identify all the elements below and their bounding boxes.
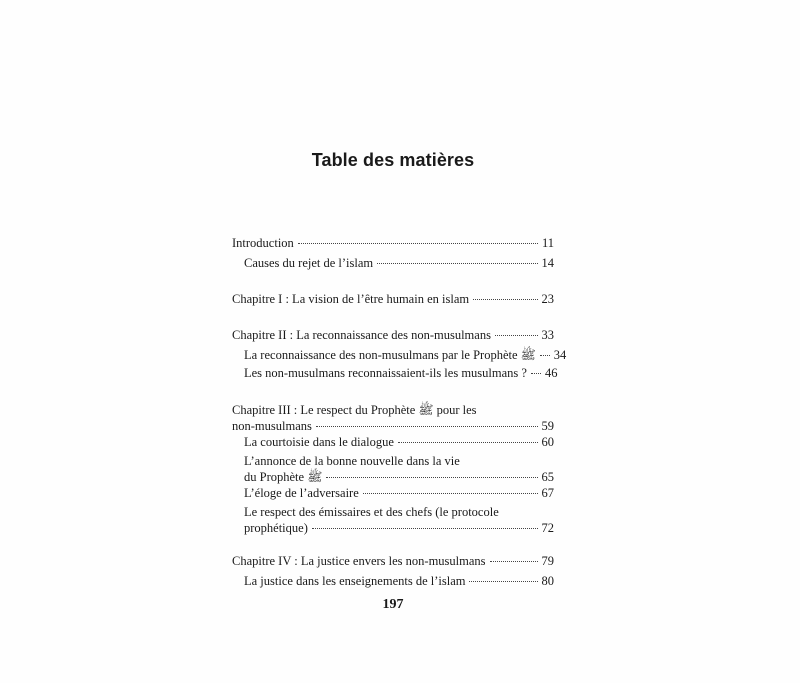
page-number: 197 — [382, 597, 404, 612]
toc-entry-label-line1: Chapitre III : Le respect du Prophète ﷺ pour les — [232, 403, 477, 417]
dot-leader — [363, 493, 538, 494]
dot-leader — [469, 581, 537, 582]
toc-entry-chapitre-4 — [232, 553, 554, 569]
toc-entry-page: 33 — [541, 328, 554, 342]
toc-entry-page: 65 — [541, 470, 554, 484]
dot-leader — [473, 299, 537, 300]
toc-entry-chapitre-2 — [232, 327, 554, 343]
dot-leader — [398, 442, 538, 443]
toc-entry-respect-emissaires — [244, 504, 554, 536]
page-title: Table des matières — [311, 150, 475, 170]
toc-entry-page: 11 — [541, 236, 554, 250]
toc-entry-eloge — [244, 485, 554, 501]
dot-leader — [298, 243, 538, 244]
dot-leader — [540, 355, 550, 356]
toc-entry-chapitre-3 — [232, 402, 554, 434]
toc-entry-label: Chapitre IV : La justice envers les non-musulmans — [232, 554, 486, 568]
toc-entry-page: 79 — [541, 554, 554, 568]
toc-entry-page: 60 — [541, 435, 554, 449]
toc-entry-justice-enseignements — [244, 573, 554, 589]
toc-entry-causes — [244, 255, 554, 271]
toc-entry-reconnaissance-prophete — [244, 347, 567, 363]
toc-entry-page: 34 — [553, 348, 567, 362]
dot-leader — [490, 561, 538, 562]
toc-entry-non-musulmans-reconnaissaient — [244, 365, 558, 381]
toc-entry-label: La justice dans les enseignements de l’islam — [244, 574, 466, 588]
toc-entry-label: Causes du rejet de l’islam — [244, 256, 374, 270]
toc-entry-annonce — [244, 453, 554, 485]
dot-leader — [312, 528, 538, 529]
toc-entry-label: Les non-musulmans reconnaissaient-ils les musulmans ? — [244, 366, 527, 380]
toc-entry-page: 59 — [541, 419, 554, 433]
toc-entry-page: 72 — [541, 521, 554, 535]
toc-entry-label: La reconnaissance des non-musulmans par le Prophète ﷺ — [244, 348, 536, 362]
dot-leader — [531, 373, 541, 374]
toc-entry-page: 46 — [544, 366, 558, 380]
toc-entry-page: 14 — [541, 256, 554, 270]
toc-entry-label-line2: prophétique) — [244, 521, 308, 535]
toc-entry-label: Introduction — [232, 236, 294, 250]
dot-leader — [377, 263, 537, 264]
toc-entry-page: 80 — [541, 574, 554, 588]
toc-entry-page: 67 — [541, 486, 554, 500]
toc-entry-label-line2: non-musulmans — [232, 419, 312, 433]
dot-leader — [326, 477, 537, 478]
toc-entry-page: 23 — [541, 292, 554, 306]
toc-entry-label-line1: L’annonce de la bonne nouvelle dans la vie — [244, 454, 460, 468]
toc-entry-label: Chapitre II : La reconnaissance des non-musulmans — [232, 328, 491, 342]
toc-entry-chapitre-1 — [232, 291, 554, 307]
dot-leader — [495, 335, 538, 336]
toc-entry-label-line1: Le respect des émissaires et des chefs (le protocole — [244, 505, 499, 519]
toc-entry-label-line2: du Prophète ﷺ — [244, 470, 323, 484]
toc-entry-label: L’éloge de l’adversaire — [244, 486, 359, 500]
dot-leader — [316, 426, 538, 427]
toc-entry-introduction — [232, 235, 554, 251]
toc-entry-courtoisie — [244, 434, 554, 450]
toc-entry-label: La courtoisie dans le dialogue — [244, 435, 394, 449]
toc-entry-label: Chapitre I : La vision de l’être humain en islam — [232, 292, 470, 306]
